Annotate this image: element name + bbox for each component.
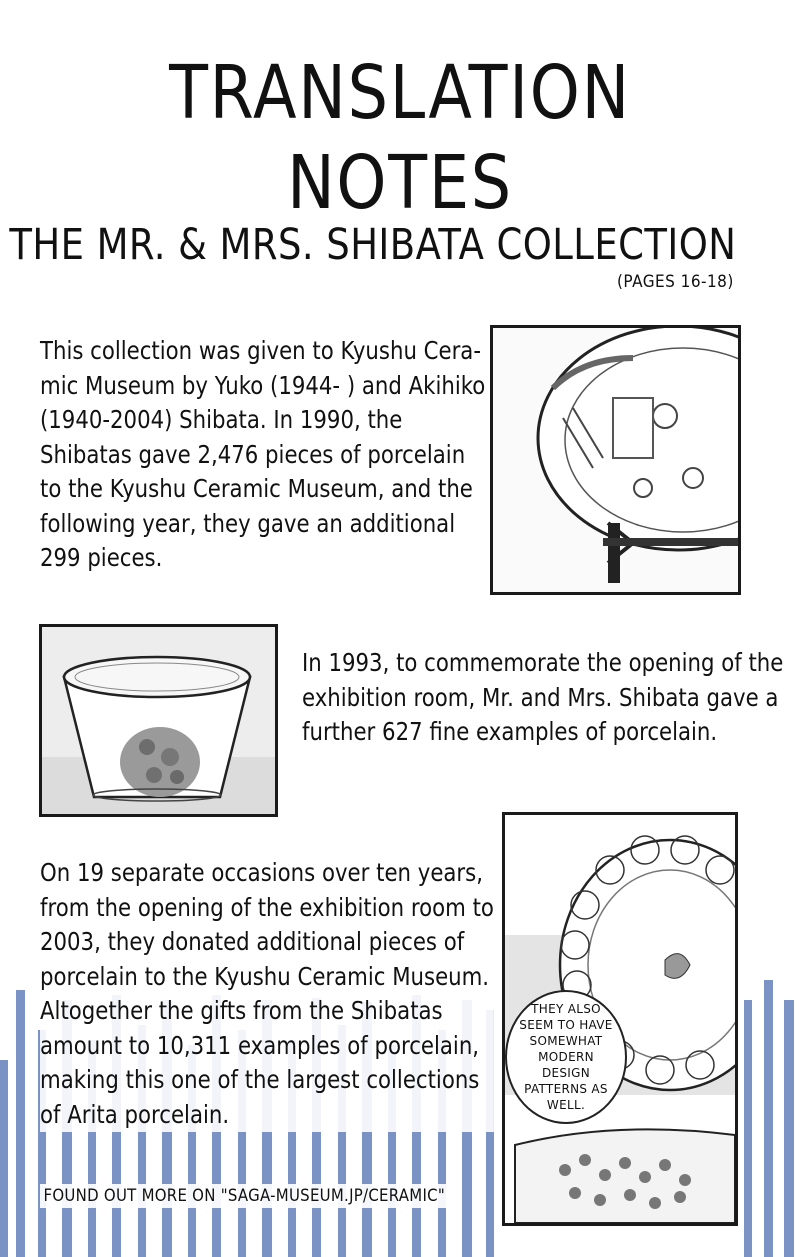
porcelain-plate-image xyxy=(490,325,741,595)
text-line: Altogether the gifts from the Shibatas xyxy=(40,994,494,1029)
text-line: On 19 separate occasions over ten years, xyxy=(40,856,494,891)
text-line: 299 pieces. xyxy=(40,543,163,572)
text-line: Shibatas gave 2,476 pieces of porcelain xyxy=(40,439,466,469)
plate-illustration xyxy=(493,328,738,592)
text-line: exhibition room, Mr. and Mrs. Shibata gave a xyxy=(302,682,779,712)
paragraph-1993-donation xyxy=(302,646,783,750)
cup-illustration xyxy=(42,627,275,814)
text-line: In 1993, to commemorate the opening of the xyxy=(302,648,784,677)
pages-reference: (PAGES 16-18) xyxy=(617,272,734,292)
text-line: from the opening of the exhibition room to xyxy=(40,891,494,926)
porcelain-cup-image xyxy=(39,624,278,817)
page-title: TRANSLATION NOTES xyxy=(169,50,631,226)
text-line: This collection was given to Kyushu Cera- xyxy=(40,336,482,365)
paragraph-collection-intro xyxy=(40,334,485,576)
text-line: further 627 fine examples of porcelain. xyxy=(302,717,718,746)
paragraph-donation-summary xyxy=(40,856,494,1132)
text-line: amount to 10,311 examples of porcelain, xyxy=(40,1029,494,1064)
text-line: (1940-2004) Shibata. In 1990, the xyxy=(40,405,403,434)
text-line: following year, they gave an additional xyxy=(40,508,456,538)
speech-bubble xyxy=(505,990,627,1124)
text-line: of Arita porcelain. xyxy=(40,1098,494,1133)
speech-bubble-text: THEY ALSO SEEM TO HAVE SOMEWHAT MODERN DESIGN PATTERNS AS WELL. xyxy=(519,1002,613,1112)
source-note: FOUND OUT MORE ON "SAGA-MUSEUM.JP/CERAMIC" xyxy=(40,1184,449,1208)
text-line: 2003, they donated additional pieces of xyxy=(40,925,494,960)
section-title: THE MR. & MRS. SHIBATA COLLECTION xyxy=(8,220,736,270)
text-line: porcelain to the Kyushu Ceramic Museum. xyxy=(40,960,494,995)
text-line: to the Kyushu Ceramic Museum, and the xyxy=(40,474,473,503)
text-line: mic Museum by Yuko (1944- ) and Akihiko xyxy=(40,370,486,400)
text-line: making this one of the largest collections xyxy=(40,1063,494,1098)
